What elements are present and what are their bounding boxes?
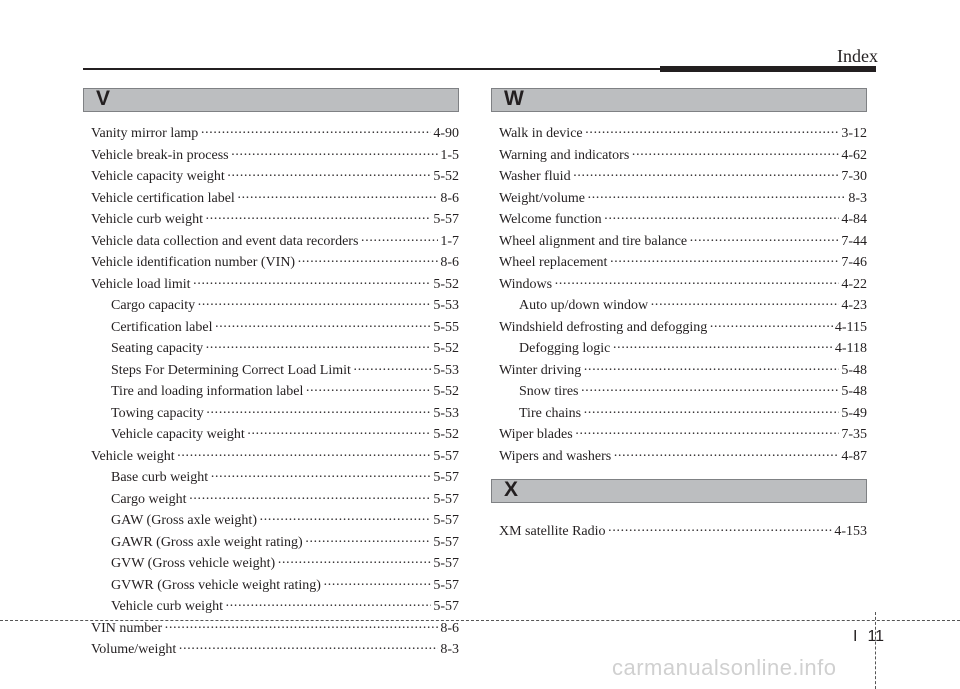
index-entry-page: 4-87 <box>841 448 867 464</box>
index-entry-label: Washer fluid <box>499 169 571 184</box>
index-entry <box>91 599 459 621</box>
index-entry-page: 4-62 <box>841 147 867 163</box>
index-entry-page: 5-48 <box>841 362 867 378</box>
index-entry-page: 8-6 <box>440 255 459 270</box>
dot-leader <box>305 384 431 400</box>
index-entry-label: Windshield defrosting and defogging <box>499 319 708 335</box>
index-entry-label: Wheel alignment and tire balance <box>499 233 688 249</box>
index-entry-page: 7-30 <box>841 169 867 184</box>
index-entry-label: Cargo weight <box>111 491 187 507</box>
index-entry <box>499 298 867 320</box>
dot-leader <box>189 492 432 508</box>
index-entry-page: 5-57 <box>433 577 459 593</box>
footer-divider <box>875 612 876 689</box>
index-entry-label: Volume/weight <box>91 642 177 657</box>
index-entry <box>499 427 867 449</box>
index-entry-label: Wiper blades <box>499 427 573 442</box>
index-entry <box>91 148 459 170</box>
index-entry-page: 4-118 <box>834 341 867 356</box>
index-entry-label: XM satellite Radio <box>499 524 606 539</box>
index-entry-label: Weight/volume <box>499 190 585 206</box>
section-letter: W <box>504 87 524 110</box>
index-entry-label: Vehicle certification label <box>91 190 235 206</box>
index-entry-page: 1-7 <box>440 233 459 249</box>
index-entry-label: Vehicle identification number (VIN) <box>91 255 296 270</box>
index-entry <box>499 384 867 406</box>
page-number-prefix: I <box>853 628 862 645</box>
index-entry-label: Snow tires <box>519 384 579 399</box>
index-entry-page: 8-3 <box>440 642 459 657</box>
index-entry-label: Vanity mirror lamp <box>91 126 199 141</box>
index-entry-page: 8-6 <box>440 620 459 636</box>
index-entry <box>499 320 867 342</box>
index-entry <box>91 320 459 342</box>
index-entry-page: 5-57 <box>433 212 459 227</box>
index-entry-page: 7-46 <box>841 255 867 270</box>
index-entry-page: 5-48 <box>841 384 867 399</box>
dot-leader <box>178 642 438 658</box>
index-column-right <box>499 88 867 546</box>
index-entry <box>499 148 867 170</box>
page-number <box>853 628 884 646</box>
dot-leader <box>609 255 839 271</box>
footer-rule <box>0 620 960 621</box>
page-number-value: 11 <box>867 628 885 645</box>
index-entry <box>91 513 459 535</box>
index-entry-page: 5-57 <box>433 534 459 550</box>
index-entry <box>499 406 867 428</box>
index-entry-label: Vehicle capacity weight <box>91 169 225 184</box>
index-list-v <box>91 126 459 664</box>
index-entry-page: 5-57 <box>433 599 459 614</box>
index-entry <box>91 298 459 320</box>
index-entry <box>499 363 867 385</box>
dot-leader <box>305 535 432 551</box>
index-entry-page: 5-57 <box>433 470 459 485</box>
index-entry <box>499 524 867 546</box>
index-entry <box>499 449 867 471</box>
dot-leader <box>323 578 431 594</box>
index-entry-label: GVW (Gross vehicle weight) <box>111 556 276 571</box>
index-entry <box>91 341 459 363</box>
index-entry <box>91 384 459 406</box>
dot-leader <box>214 320 431 336</box>
index-entry <box>91 621 459 643</box>
index-entry <box>91 578 459 600</box>
index-entry-page: 5-57 <box>433 448 459 464</box>
dot-leader <box>360 234 438 250</box>
dot-leader <box>581 384 840 400</box>
dot-leader <box>197 298 431 314</box>
index-entry-label: Vehicle capacity weight <box>111 427 245 442</box>
index-entry-page: 4-23 <box>841 298 867 313</box>
index-entry <box>499 341 867 363</box>
dot-leader <box>205 341 431 357</box>
index-entry-page: 7-35 <box>841 427 867 442</box>
index-entry-page: 5-52 <box>433 276 459 292</box>
index-entry <box>91 642 459 664</box>
index-entry-page: 5-49 <box>841 405 867 421</box>
index-entry-page: 5-53 <box>433 405 459 421</box>
index-entry-page: 8-3 <box>848 190 867 206</box>
index-entry-page: 4-115 <box>834 319 867 335</box>
index-entry-page: 5-52 <box>433 384 459 399</box>
index-entry-label: Defogging logic <box>519 341 611 356</box>
dot-leader <box>353 363 431 379</box>
index-entry-page: 5-57 <box>433 491 459 507</box>
index-entry-page: 5-57 <box>433 556 459 571</box>
index-entry-page: 5-57 <box>433 513 459 528</box>
index-entry-page: 5-52 <box>433 341 459 356</box>
index-entry <box>499 191 867 213</box>
dot-leader <box>259 513 431 529</box>
dot-leader <box>247 427 432 443</box>
index-entry-page: 4-22 <box>841 276 867 292</box>
index-entry-page: 3-12 <box>841 126 867 141</box>
index-entry-label: Seating capacity <box>111 341 204 356</box>
index-entry <box>91 234 459 256</box>
index-entry-label: Wipers and washers <box>499 448 612 464</box>
section-header-w <box>491 88 867 112</box>
index-entry-label: Walk in device <box>499 126 583 141</box>
dot-leader <box>164 621 438 637</box>
index-entry <box>91 191 459 213</box>
index-entry-label: Winter driving <box>499 362 582 378</box>
index-entry-label: Steps For Determining Correct Load Limit <box>111 362 351 378</box>
index-entry <box>91 169 459 191</box>
section-letter: V <box>96 87 111 110</box>
index-entry-label: GVWR (Gross vehicle weight rating) <box>111 577 321 593</box>
index-entry-label: Vehicle break-in process <box>91 147 229 163</box>
index-entry <box>499 277 867 299</box>
index-entry <box>499 169 867 191</box>
dot-leader <box>193 277 432 293</box>
dot-leader <box>575 427 840 443</box>
section-header-v <box>83 88 459 112</box>
dot-leader <box>650 298 839 314</box>
index-entry-label: Warning and indicators <box>499 147 630 163</box>
index-entry-label: Certification label <box>111 319 213 335</box>
index-entry <box>91 556 459 578</box>
index-entry-page: 1-5 <box>440 147 459 163</box>
index-entry-page: 4-90 <box>433 126 459 141</box>
index-entry <box>91 277 459 299</box>
dot-leader <box>210 470 431 486</box>
index-entry <box>91 363 459 385</box>
index-entry-label: Vehicle curb weight <box>91 212 203 227</box>
dot-leader <box>612 341 832 357</box>
index-entry-label: GAWR (Gross axle weight rating) <box>111 534 303 550</box>
dot-leader <box>227 169 432 185</box>
section-header-x <box>491 479 867 503</box>
dot-leader <box>631 148 839 164</box>
index-entry-label: Tire and loading information label <box>111 384 304 399</box>
index-entry <box>499 212 867 234</box>
dot-leader <box>604 212 840 228</box>
index-entry-label: Windows <box>499 276 553 292</box>
index-entry-page: 4-153 <box>834 524 867 539</box>
index-entry-page: 7-44 <box>841 233 867 249</box>
dot-leader <box>585 126 840 142</box>
dot-leader <box>237 191 439 207</box>
dot-leader <box>277 556 431 572</box>
index-entry-label: VIN number <box>91 620 163 636</box>
index-entry <box>91 449 459 471</box>
dot-leader <box>231 148 439 164</box>
dot-leader <box>583 406 839 422</box>
index-entry-label: Base curb weight <box>111 470 209 485</box>
dot-leader <box>689 234 839 250</box>
dot-leader <box>225 599 431 615</box>
index-entry-label: Vehicle load limit <box>91 276 191 292</box>
index-entry <box>91 212 459 234</box>
index-list-w <box>499 126 867 470</box>
index-entry-page: 5-52 <box>433 169 459 184</box>
index-entry-label: Welcome function <box>499 212 602 227</box>
watermark-text: carmanualsonline.info <box>612 655 837 680</box>
dot-leader <box>177 449 432 465</box>
index-entry-label: Wheel replacement <box>499 255 608 270</box>
index-entry-label: GAW (Gross axle weight) <box>111 513 257 528</box>
index-entry <box>91 535 459 557</box>
index-entry <box>499 255 867 277</box>
dot-leader <box>200 126 431 142</box>
index-entry-page: 5-53 <box>433 362 459 378</box>
header-rule-accent <box>660 66 876 72</box>
index-entry-label: Vehicle weight <box>91 448 175 464</box>
index-entry <box>91 126 459 148</box>
index-entry-label: Auto up/down window <box>519 298 649 313</box>
dot-leader <box>613 449 839 465</box>
dot-leader <box>573 169 840 185</box>
dot-leader <box>206 406 432 422</box>
index-entry <box>91 470 459 492</box>
index-entry-label: Tire chains <box>519 405 582 421</box>
dot-leader <box>583 363 839 379</box>
index-entry-page: 5-55 <box>433 319 459 335</box>
dot-leader <box>554 277 839 293</box>
dot-leader <box>608 524 833 540</box>
section-letter: X <box>504 478 519 501</box>
index-entry <box>499 234 867 256</box>
page-title: Index <box>837 46 878 66</box>
index-entry <box>91 492 459 514</box>
index-entry-label: Towing capacity <box>111 405 204 421</box>
dot-leader <box>205 212 431 228</box>
index-entry <box>91 255 459 277</box>
index-entry-page: 8-6 <box>440 190 459 206</box>
index-entry <box>499 126 867 148</box>
index-column-left <box>91 88 459 664</box>
index-entry <box>91 427 459 449</box>
index-list-x <box>499 524 867 546</box>
dot-leader <box>709 320 833 336</box>
index-entry-label: Vehicle data collection and event data recorders <box>91 233 359 249</box>
index-entry-page: 5-53 <box>433 298 459 313</box>
index-entry <box>91 406 459 428</box>
index-entry-label: Vehicle curb weight <box>111 599 223 614</box>
index-entry-page: 4-84 <box>841 212 867 227</box>
index-entry-page: 5-52 <box>433 427 459 442</box>
dot-leader <box>297 255 438 271</box>
index-entry-label: Cargo capacity <box>111 298 196 313</box>
dot-leader <box>587 191 846 207</box>
